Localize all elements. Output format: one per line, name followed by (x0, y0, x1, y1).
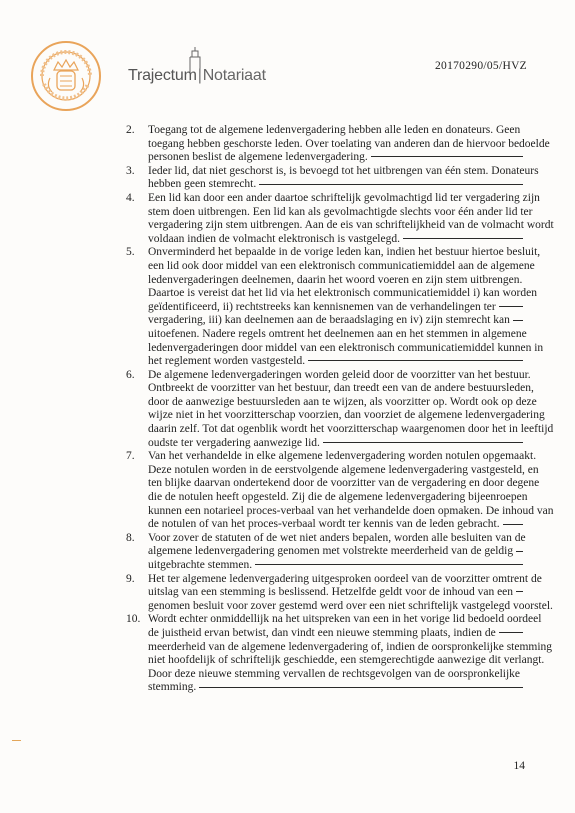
line-text: wijze niet in het voorzitterschap voorzien, dan voorziet de algemene ledenvergadering (148, 409, 545, 422)
paragraph-line (148, 531, 526, 546)
logo-brand: Trajectum (128, 67, 197, 84)
line-text: Deze notulen worden in de eerstvolgende algemene ledenvergadering vastgesteld, en (148, 463, 539, 476)
line-text: oudste ter vergadering aanwezige lid. (148, 436, 320, 449)
line-text: stem doen uitbrengen. Een lid kan als gevolmachtigde slechts voor één ander lid ter (148, 205, 533, 218)
paragraph-line (148, 654, 545, 668)
paragraph-line (148, 463, 539, 478)
paragraph-line (148, 409, 545, 423)
line-filler-dash (516, 591, 523, 592)
line-text: Onverminderd het bepaalde in de vorige leden kan, indien het bestuur hiertoe besluit, (148, 246, 541, 259)
paragraph-number: 6. (126, 368, 135, 381)
line-text: vergadering, iii) kan deelnemen aan de beraadslaging en iv) zijn stemrecht kan (148, 314, 510, 327)
paragraph-line (148, 355, 523, 369)
paragraph-line (148, 423, 554, 437)
numbered-paragraph (126, 246, 544, 368)
paragraph-line (148, 477, 540, 491)
numbered-paragraph (126, 164, 539, 192)
paragraph-number: 7. (126, 450, 135, 463)
paragraph-line (148, 151, 523, 165)
paragraph-line (148, 504, 554, 519)
line-text: meerderheid van de algemene ledenvergadering of, indien de oorspronkelijke stemming (148, 640, 553, 653)
paragraph-line (148, 274, 523, 288)
logo-sub: Notariaat (202, 67, 266, 84)
line-text: Wordt echter onmiddellijk na het uitspreken van een in het vorige lid bedoeld oordeel (148, 613, 542, 626)
line-text: ten blijke daarvan ondertekend door de voorzitter van de vergadering en door degene (148, 477, 540, 490)
line-text: vergadering zijn stem uitbrengen. Aan de eis van schriftelijkheid van de volmacht wordt (148, 219, 554, 232)
numbered-paragraph (126, 572, 553, 614)
line-text: geïdentificeerd, ii) rechtstreeks kan kennisnemen van de verhandelingen ter (148, 300, 496, 313)
paragraph-line (148, 287, 537, 301)
paragraph-line (148, 572, 542, 587)
numbered-paragraph (126, 191, 554, 246)
line-filler-dash (503, 524, 523, 525)
line-text: Ontbreekt de voorzitter van het bestuur, dan treedt een van de andere bestuursleden, (148, 382, 534, 395)
line-filler-dash (513, 320, 523, 321)
line-filler-dash (403, 238, 523, 239)
line-text: een lid ook door middel van een elektronisch communicatiemiddel aan de algemene (148, 259, 535, 272)
line-text: die de notulen heeft opgesteld. Zij die de algemene ledenvergadering bijeenroepen (148, 491, 528, 504)
line-filler-dash (516, 551, 523, 552)
line-filler-dash (259, 184, 523, 185)
line-text: de juistheid ervan betwist, dan vindt een nieuwe stemming plaats, indien de (148, 626, 496, 639)
paragraph-number: 4. (126, 191, 135, 204)
line-text: stemming. (148, 681, 197, 694)
paragraph-line (148, 518, 523, 532)
numbered-paragraph (126, 450, 554, 532)
line-text: personen beslist de algemene ledenvergadering. (148, 151, 368, 164)
line-text: Een lid kan door een ander daartoe schriftelijk gevolmachtigd lid ter vergadering zijn (148, 191, 540, 204)
paragraph-line (148, 233, 523, 247)
paragraph-number: 9. (126, 572, 135, 585)
line-text: uitgebrachte stemmen. (148, 559, 253, 571)
line-text: hebben geen stemrecht. (148, 178, 257, 191)
numbered-paragraph (126, 531, 526, 573)
line-text: genomen besluit voor zover gestemd werd over een niet schriftelijk vastgelegd voorstel. (148, 599, 553, 612)
paragraph-line (148, 395, 537, 410)
line-text: uitslag van een stemming is beslissend. Hetzelfde geldt voor de inhoud van een (148, 586, 514, 599)
line-filler-dash (255, 564, 523, 565)
line-filler-dash (323, 442, 523, 443)
paragraph-line (148, 314, 523, 328)
paragraph-line (148, 301, 523, 315)
royal-seal-icon (30, 40, 102, 112)
line-text: Van het verhandelde in elke algemene ledenvergadering worden notulen opgemaakt. (148, 450, 537, 463)
paragraph-line (148, 545, 523, 559)
paragraph-line (148, 599, 553, 614)
paragraph-line (148, 205, 533, 220)
paragraph-line (148, 668, 523, 682)
line-text: Toegang tot de algemene ledenvergadering hebben alle leden en donateurs. Geen (148, 124, 521, 136)
line-text: daarin zelf. Tot dat ogenblik wordt het voorzitterschap waargenomen door het in leeftijd (148, 423, 554, 436)
numbered-paragraph (126, 368, 554, 451)
paragraph-line (148, 191, 540, 206)
paragraph-line (148, 164, 539, 179)
document-reference: 20170290/05/HVZ (434, 60, 527, 72)
line-text: de notulen of van het proces-verbaal wordt ter kennis van de leden gebracht. (148, 518, 500, 531)
line-filler-dash (308, 360, 523, 361)
paragraph-line (148, 219, 554, 233)
line-text: door de aanwezige bestuursleden aan te wijzen, als voorzitter op. Wordt ook op deze (148, 395, 537, 408)
line-text: ledenvergaderingen door middel van een elektronisch communicatiemiddel kunnen in (148, 341, 544, 354)
paragraph-line (148, 382, 534, 396)
paragraph-line (148, 559, 523, 573)
line-text: algemene ledenvergadering genomen met volstrekte meerderheid van de geldig (148, 545, 514, 558)
line-text: kunnen een notarieel proces-verbaal van het verhandelde doen opmaken. De inhoud van (148, 504, 554, 517)
line-text: het reglement worden vastgesteld. (148, 355, 306, 368)
line-text: toegang hebben geschorste leden. Over toelating van anderen dan de hiervoor bedoelde (148, 137, 550, 150)
numbered-paragraph (126, 613, 553, 695)
paragraph-line (148, 450, 537, 464)
paragraph-line (148, 681, 523, 695)
paragraph-line (148, 341, 544, 356)
paragraph-line (148, 327, 527, 342)
paragraph-line (148, 368, 531, 383)
line-filler-dash (499, 632, 523, 633)
paragraph-number: 8. (126, 531, 135, 544)
paragraph-number: 5. (126, 246, 135, 259)
trajectum-logo (128, 47, 268, 91)
page-number: 14 (513, 760, 525, 772)
line-filler-dash (199, 687, 523, 688)
line-text: ledenvergaderingen deelnemen, daarin het woord voeren en zijn stem uitbrengen. (148, 273, 523, 286)
paragraph-line (148, 491, 528, 505)
paragraph-line (148, 259, 535, 274)
line-text: niet hoofdelijk of schriftelijk geschiedde, een stemgerechtigde aanwezige dit verlangt. (148, 654, 545, 667)
line-text: Daartoe is vereist dat het lid via het elektronisch communicatiemiddel i) kan worden (148, 287, 537, 300)
paragraph-number: 3. (126, 164, 135, 177)
line-text: Voor zover de statuten of de wet niet anders bepalen, worden alle besluiten van de (148, 531, 526, 544)
line-text: uitoefenen. Nadere regels omtrent het deelnemen aan en het stemmen in algemene (148, 327, 527, 340)
paragraph-number: 10. (126, 613, 141, 626)
paragraph-line (148, 124, 523, 138)
paragraph-line (148, 178, 523, 192)
line-text: De algemene ledenvergaderingen worden geleid door de voorzitter van het bestuur. (148, 368, 531, 381)
paragraph-line (148, 640, 553, 655)
paragraph-line (148, 613, 542, 627)
line-filler-dash (371, 156, 523, 157)
paragraph-line (148, 246, 541, 260)
paragraph-line (148, 137, 550, 152)
logo-wordmark (128, 67, 266, 85)
paragraph-number: 2. (126, 124, 135, 136)
paragraph-line (148, 586, 523, 600)
line-filler-dash (499, 306, 523, 307)
line-text: voldaan indien de volmacht elektronisch is vastgelegd. (148, 232, 400, 245)
article-body (126, 124, 554, 695)
logo-separator: | (197, 67, 202, 84)
paragraph-line (148, 437, 523, 451)
line-text: Door deze nieuwe stemming vervallen de rechtsgevolgen van de oorspronkelijke (148, 667, 521, 680)
line-text: Ieder lid, dat niet geschorst is, is bevoegd tot het uitbrengen van één stem. Donateurs (148, 164, 539, 177)
paragraph-line (148, 627, 523, 641)
margin-mark (12, 740, 21, 741)
line-text: Het ter algemene ledenvergadering uitgesproken oordeel van de voorzitter omtrent de (148, 572, 542, 585)
numbered-paragraph (126, 124, 550, 165)
